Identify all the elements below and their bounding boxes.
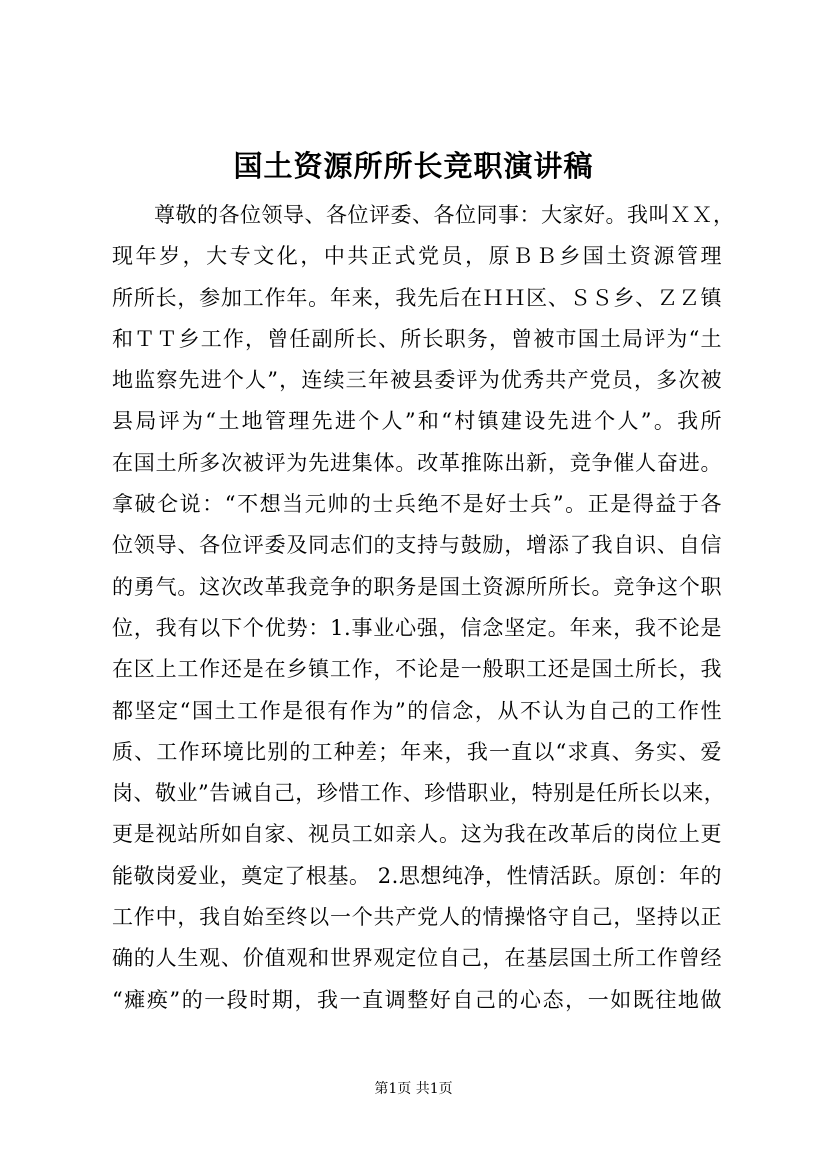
document-title: 国土资源所所长竞职演讲稿 [233,149,594,183]
text-line-5: 地监察先进个人”，连续三年被县委评为优秀共产党员，多次被 [112,368,722,393]
text-line-3: 所所长，参加工作年。年来，我先后在ＨＨ区、ＳＳ乡、ＺＺ镇 [112,285,722,310]
text-line-11: 位，我有以下个优势：1.事业心强，信念坚定。年来，我不论是 [112,615,722,640]
text-line-13: 都坚定“国土工作是很有作为”的信念，从不认为自己的工作性 [112,698,722,723]
text-line-15: 岗、敬业”告诫自己，珍惜工作、珍惜职业，特别是任所长以来， [112,781,726,806]
text-line-18: 工作中，我自始至终以一个共产党人的情操恪守自己，坚持以正 [112,905,722,930]
text-line-14: 质、工作环境比别的工种差；年来，我一直以“求真、务实、爱 [112,739,722,764]
text-line-12: 在区上工作还是在乡镇工作，不论是一般职工还是国土所长，我 [112,657,722,682]
text-line-6: 县局评为“土地管理先进个人”和“村镇建设先进个人”。我所 [112,409,722,434]
text-line-20: “瘫痪”的一段时期，我一直调整好自己的心态，一如既往地做 [112,987,722,1012]
page-footer: 第1页 共1页 [374,1081,453,1097]
text-line-17: 能敬岗爱业，奠定了根基。 2.思想纯净，性情活跃。原创：年的 [112,863,722,888]
text-line-8: 拿破仑说：“不想当元帅的士兵绝不是好士兵”。正是得益于各 [112,492,722,517]
text-line-19: 确的人生观、价值观和世界观定位自己，在基层国土所工作曾经 [112,946,722,971]
text-line-4: 和ＴＴ乡工作，曾任副所长、所长职务，曾被市国土局评为“土 [112,326,722,351]
text-line-2: 现年岁，大专文化，中共正式党员，原ＢＢ乡国土资源管理 [112,244,722,269]
text-line-1: 尊敬的各位领导、各位评委、各位同事：大家好。我叫ＸＸ， [154,203,735,227]
text-line-10: 的勇气。这次改革我竞争的职务是国土资源所所长。竞争这个职 [112,574,722,599]
text-line-7: 在国土所多次被评为先进集体。改革推陈出新，竞争催人奋进。 [112,450,722,475]
text-line-9: 位领导、各位评委及同志们的支持与鼓励，增添了我自识、自信 [112,533,722,558]
document-body [112,195,735,1021]
text-line-16: 更是视站所如自家、视员工如亲人。这为我在改革后的岗位上更 [112,822,722,847]
